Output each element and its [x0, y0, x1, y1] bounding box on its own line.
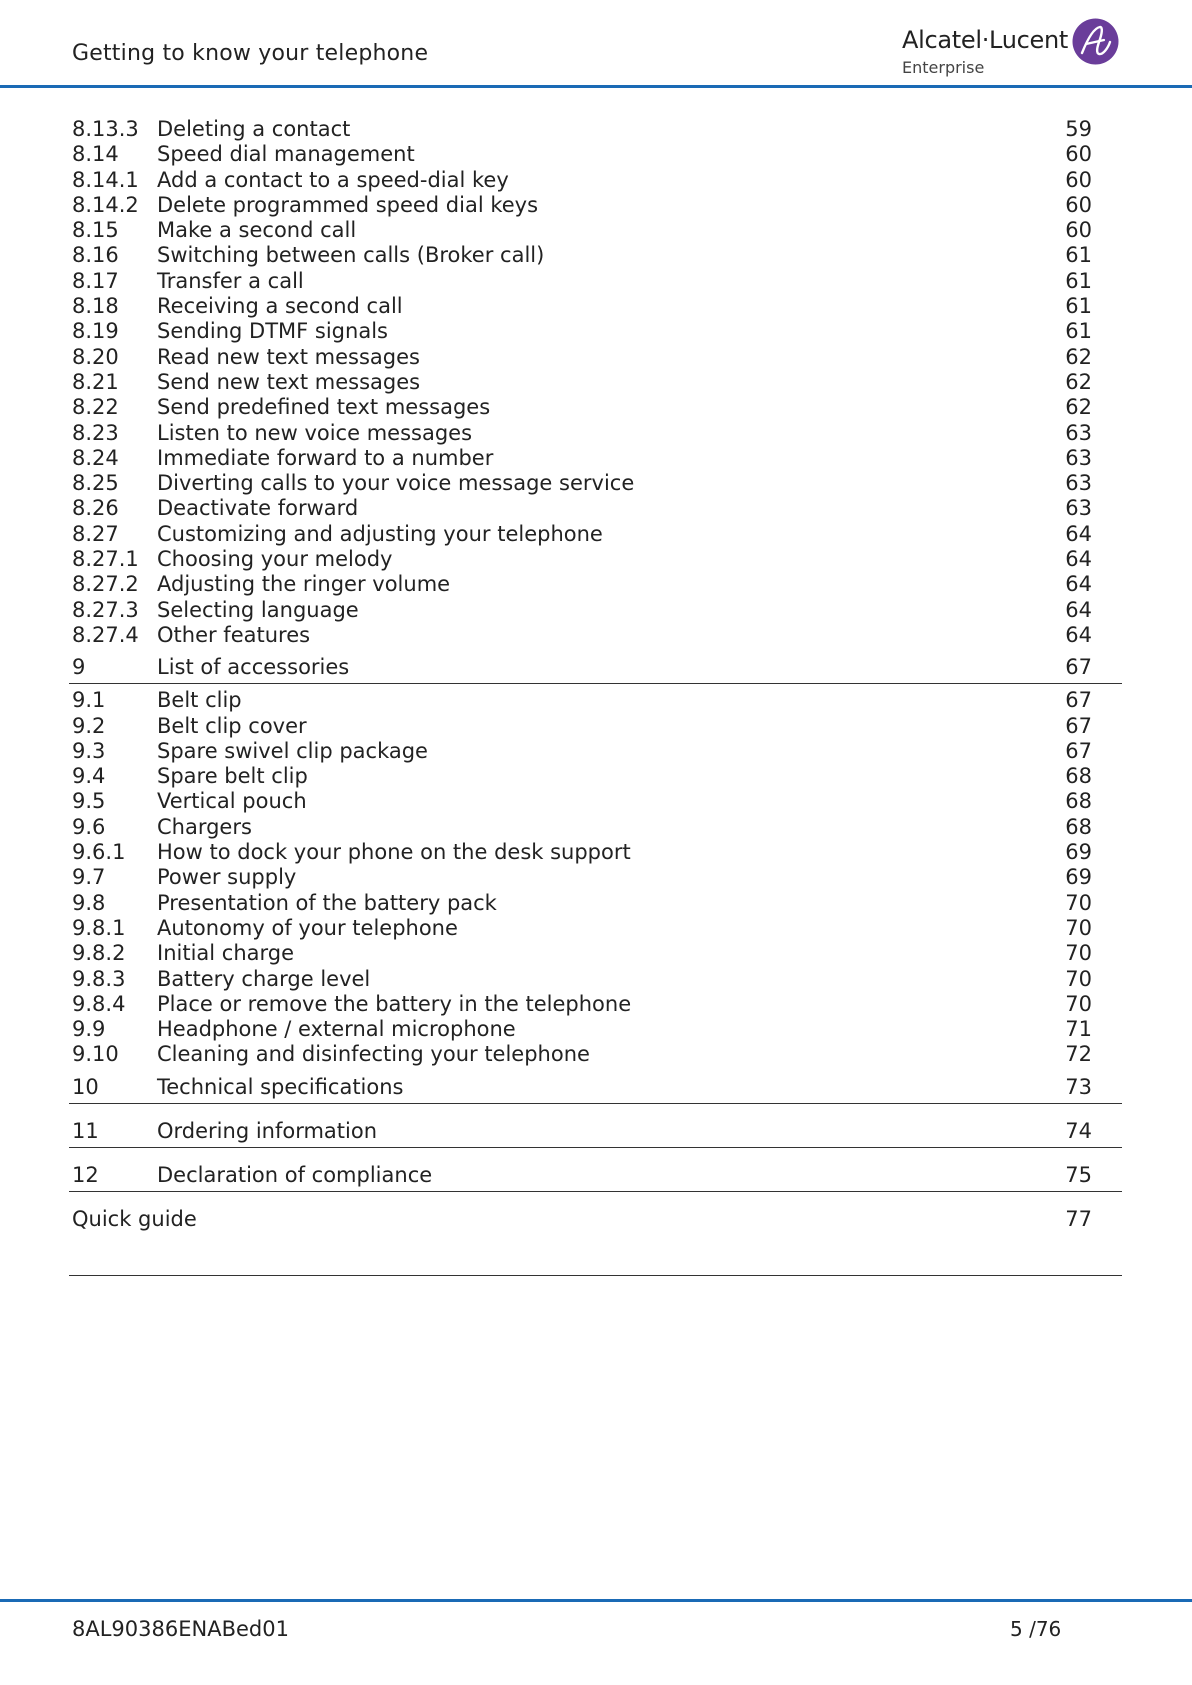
toc-entry-title: Diverting calls to your voice message service: [157, 471, 635, 496]
toc-entry-page: 70: [1065, 941, 1092, 966]
toc-entry-title: Send predefined text messages: [157, 395, 491, 420]
toc-entry-number: 8.15: [72, 218, 119, 243]
toc-entry-number: 8.19: [72, 319, 119, 344]
toc-entry-page: 63: [1065, 420, 1092, 445]
toc-entry-page: 73: [1065, 1074, 1092, 1099]
toc-entry-title: Battery charge level: [157, 966, 371, 991]
toc-entry-title: Other features: [157, 622, 311, 647]
toc-entry-title: Spare swivel clip package: [157, 738, 428, 763]
toc-entry-title: Transfer a call: [157, 268, 304, 293]
toc-entry-number: 8.20: [72, 344, 119, 369]
toc-entry-title: Listen to new voice messages: [157, 420, 473, 445]
toc-entry-title: Sending DTMF signals: [157, 319, 388, 344]
toc-entry-page: 64: [1065, 572, 1092, 597]
toc-entry-number: 9.5: [72, 789, 106, 814]
toc-entry-title: Make a second call: [157, 218, 357, 243]
alcatel-lucent-mark-icon: [1072, 18, 1119, 65]
toc-entry-title: Technical specifications: [157, 1074, 404, 1099]
toc-entry-title: Declaration of compliance: [157, 1162, 433, 1187]
toc-entry[interactable]: [72, 471, 1122, 496]
toc-entry[interactable]: [72, 967, 1122, 992]
toc-entry-page: 69: [1065, 840, 1092, 865]
toc-entry[interactable]: [72, 941, 1122, 966]
toc-entry[interactable]: [72, 714, 1122, 739]
toc-entry-page: 70: [1065, 915, 1092, 940]
toc-entry-page: 75: [1065, 1162, 1092, 1187]
toc-entry-number: 9.3: [72, 738, 106, 763]
toc-entry-page: 62: [1065, 395, 1092, 420]
toc-entry-title: Customizing and adjusting your telephone: [157, 521, 603, 546]
toc-entry[interactable]: [72, 345, 1122, 370]
toc-entry-title: Deactivate forward: [157, 496, 359, 521]
toc-entry-page: 61: [1065, 294, 1092, 319]
toc-entry-number: 9.9: [72, 1017, 106, 1042]
toc-entry[interactable]: [72, 395, 1122, 420]
toc-entry[interactable]: [72, 294, 1122, 319]
toc-entry-page: 64: [1065, 597, 1092, 622]
toc-entry-number: 9.8.2: [72, 941, 126, 966]
toc-entry-page: 74: [1065, 1118, 1092, 1143]
toc-entry-title: List of accessories: [157, 655, 350, 680]
toc-entry-number: 9.7: [72, 865, 106, 890]
toc-entry-number: 11: [72, 1118, 99, 1143]
brand-logo: [900, 18, 1120, 80]
toc-entry-page: 67: [1065, 688, 1092, 713]
toc-entry-title: Belt clip: [157, 688, 242, 713]
toc-entry[interactable]: [72, 739, 1122, 764]
toc-entry-title: Ordering information: [157, 1118, 378, 1143]
toc-entry[interactable]: [72, 496, 1122, 521]
toc-entry-number: 10: [72, 1074, 99, 1099]
toc-entry-page: 67: [1065, 655, 1092, 680]
toc-entry[interactable]: [72, 218, 1122, 243]
toc-entry[interactable]: [72, 688, 1122, 713]
toc-entry-title: Headphone / external microphone: [157, 1017, 516, 1042]
toc-entry-title: Delete programmed speed dial keys: [157, 192, 539, 217]
toc-entry-page: 64: [1065, 521, 1092, 546]
toc-entry-title: Quick guide: [72, 1206, 197, 1231]
toc-entry-title: Read new text messages: [157, 344, 420, 369]
toc-entry[interactable]: [72, 421, 1122, 446]
toc-entry-number: 9.4: [72, 764, 106, 789]
toc-entry-title: Receiving a second call: [157, 294, 403, 319]
toc-entry-title: Chargers: [157, 814, 252, 839]
toc-entry-page: 72: [1065, 1042, 1092, 1067]
toc-entry-number: 8.27: [72, 521, 119, 546]
toc-entry-page: 60: [1065, 142, 1092, 167]
toc-entry-page: 60: [1065, 192, 1092, 217]
toc-entry-number: 9.8.3: [72, 966, 126, 991]
toc-chapter-rule: [69, 1147, 1122, 1148]
toc-entry-title: Autonomy of your telephone: [157, 915, 458, 940]
toc-entry-number: 9.8: [72, 890, 106, 915]
toc-entry[interactable]: [72, 193, 1122, 218]
toc-entry-title: Deleting a contact: [157, 117, 351, 141]
toc-chapter-entry[interactable]: [72, 1160, 1122, 1191]
toc-entry[interactable]: [72, 547, 1122, 572]
toc-entry-title: Add a contact to a speed-dial key: [157, 167, 509, 192]
toc-entry-page: 63: [1065, 445, 1092, 470]
logo-brand-text: Alcatel·Lucent: [902, 26, 1069, 54]
toc-chapter-entry[interactable]: [72, 1204, 1122, 1235]
toc-entry[interactable]: [72, 916, 1122, 941]
toc-entry-number: 8.14.2: [72, 192, 139, 217]
toc-entry-title: Cleaning and disinfecting your telephone: [157, 1042, 590, 1067]
toc-entry[interactable]: [72, 319, 1122, 344]
toc-entry-number: 8.24: [72, 445, 119, 470]
toc-entry-page: 68: [1065, 814, 1092, 839]
toc-entry[interactable]: [72, 815, 1122, 840]
toc-entry-number: 8.14: [72, 142, 119, 167]
toc-entry[interactable]: [72, 572, 1122, 597]
toc-entry-page: 63: [1065, 471, 1092, 496]
toc-entry-number: 9.6.1: [72, 840, 126, 865]
toc-entry-page: 70: [1065, 991, 1092, 1016]
toc-entry-number: 8.26: [72, 496, 119, 521]
toc-entry-number: 8.27.1: [72, 547, 139, 572]
toc-entry-title: Vertical pouch: [157, 789, 307, 814]
toc-entry-page: 69: [1065, 865, 1092, 890]
toc-entry[interactable]: [72, 789, 1122, 814]
toc-entry-number: 8.13.3: [72, 117, 139, 141]
toc-entry-number: 8.14.1: [72, 167, 139, 192]
toc-entry-number: 9.8.1: [72, 915, 126, 940]
toc-entry[interactable]: [72, 865, 1122, 890]
toc-entry-title: Initial charge: [157, 941, 295, 966]
toc-entry[interactable]: [72, 1017, 1122, 1042]
toc-entry-title: Switching between calls (Broker call): [157, 243, 545, 268]
toc-chapter-entry[interactable]: [72, 1116, 1122, 1147]
toc-entry-title: Spare belt clip: [157, 764, 308, 789]
toc-entry-page: 60: [1065, 167, 1092, 192]
page-indicator: 5 /76: [1010, 1617, 1062, 1641]
toc-entry-number: 12: [72, 1162, 99, 1187]
toc-entry-page: 71: [1065, 1017, 1092, 1042]
header-divider: [0, 85, 1192, 88]
toc-entry-title: Send new text messages: [157, 369, 421, 394]
toc-entry-page: 70: [1065, 966, 1092, 991]
toc-entry-number: 9.6: [72, 814, 106, 839]
toc-entry-page: 67: [1065, 713, 1092, 738]
toc-entry-number: 8.27.4: [72, 622, 139, 647]
toc-entry[interactable]: [72, 891, 1122, 916]
toc-entry-number: 8.27.3: [72, 597, 139, 622]
toc-entry-page: 68: [1065, 789, 1092, 814]
toc-entry-title: Presentation of the battery pack: [157, 890, 497, 915]
toc-entry[interactable]: [72, 598, 1122, 623]
toc-entry-title: Speed dial management: [157, 142, 415, 167]
toc-entry-page: 67: [1065, 738, 1092, 763]
footer-divider: [0, 1599, 1192, 1602]
toc-entry[interactable]: [72, 168, 1122, 193]
document-code: 8AL90386ENABed01: [72, 1617, 289, 1641]
toc-entry-number: 8.21: [72, 369, 119, 394]
toc-entry-page: 61: [1065, 268, 1092, 293]
toc-entry-page: 61: [1065, 243, 1092, 268]
toc-chapter-rule: [69, 1191, 1122, 1192]
toc-entry-number: 9.2: [72, 713, 106, 738]
toc-entry[interactable]: [72, 992, 1122, 1017]
toc-entry[interactable]: [72, 117, 1122, 142]
toc-entry-title: Adjusting the ringer volume: [157, 572, 451, 597]
toc-entry-title: Selecting language: [157, 597, 359, 622]
logo-sub-text: Enterprise: [902, 58, 985, 77]
toc-chapter-rule: [69, 683, 1122, 684]
toc-entry[interactable]: [72, 840, 1122, 865]
toc-entry-page: 62: [1065, 369, 1092, 394]
toc-entry-number: 9.1: [72, 688, 106, 713]
toc-entry[interactable]: [72, 522, 1122, 547]
toc-entry[interactable]: [72, 1042, 1122, 1067]
toc-entry-page: 61: [1065, 319, 1092, 344]
toc-entry-number: 8.23: [72, 420, 119, 445]
toc-entry-title: Immediate forward to a number: [157, 445, 494, 470]
toc-entry[interactable]: [72, 269, 1122, 294]
toc-entry-title: Choosing your melody: [157, 547, 393, 572]
toc-entry-number: 8.16: [72, 243, 119, 268]
toc-entry[interactable]: [72, 243, 1122, 268]
toc-entry[interactable]: [72, 370, 1122, 395]
toc-entry-page: 64: [1065, 622, 1092, 647]
toc-end-rule: [69, 1275, 1122, 1276]
toc-entry-page: 59: [1065, 117, 1092, 141]
toc-entry-number: 9.10: [72, 1042, 119, 1067]
toc-entry[interactable]: [72, 446, 1122, 471]
toc-entry-title: Power supply: [157, 865, 297, 890]
toc-entry-page: 62: [1065, 344, 1092, 369]
toc-entry-page: 77: [1065, 1206, 1092, 1231]
toc-entry-number: 8.22: [72, 395, 119, 420]
toc-chapter-entry[interactable]: [72, 1072, 1122, 1103]
toc-entry-page: 68: [1065, 764, 1092, 789]
toc-chapter-entry[interactable]: [72, 652, 1122, 683]
toc-entry-number: 9.8.4: [72, 991, 126, 1016]
toc-entry[interactable]: [72, 764, 1122, 789]
table-of-contents: [72, 117, 1122, 1276]
toc-entry-page: 64: [1065, 547, 1092, 572]
toc-entry-number: 8.25: [72, 471, 119, 496]
header-title: Getting to know your telephone: [72, 41, 429, 66]
toc-entry-title: Belt clip cover: [157, 713, 307, 738]
toc-entry-number: 8.18: [72, 294, 119, 319]
toc-entry-number: 9: [72, 655, 86, 680]
toc-entry-page: 60: [1065, 218, 1092, 243]
toc-entry-page: 63: [1065, 496, 1092, 521]
toc-entry-number: 8.27.2: [72, 572, 139, 597]
toc-entry[interactable]: [72, 623, 1122, 648]
toc-entry[interactable]: [72, 142, 1122, 167]
toc-chapter-rule: [69, 1103, 1122, 1104]
toc-entry-title: Place or remove the battery in the telephone: [157, 991, 632, 1016]
toc-entry-title: How to dock your phone on the desk support: [157, 840, 631, 865]
toc-entry-page: 70: [1065, 890, 1092, 915]
toc-entry-number: 8.17: [72, 268, 119, 293]
